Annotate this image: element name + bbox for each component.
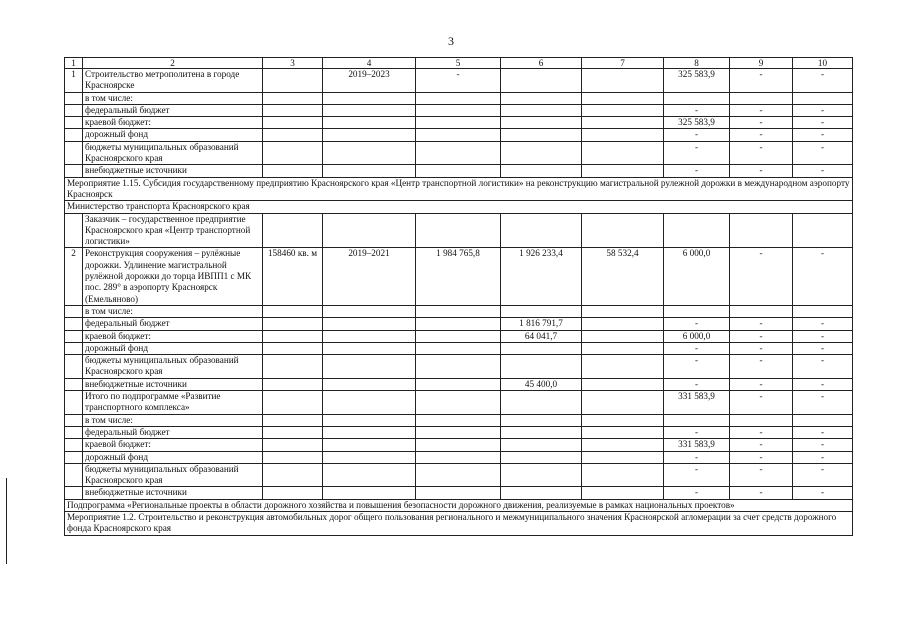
table-cell <box>263 141 323 165</box>
table-cell: 1 <box>65 69 83 93</box>
table-cell <box>416 451 501 463</box>
margin-line <box>6 478 7 564</box>
budget-table <box>64 57 853 536</box>
table-cell: - <box>793 165 853 177</box>
table-cell: - <box>664 165 730 177</box>
table-cell <box>263 104 323 116</box>
table-cell <box>582 451 664 463</box>
table-cell: - <box>730 141 793 165</box>
table-cell <box>793 305 853 317</box>
column-number: 9 <box>730 58 793 69</box>
table-cell <box>416 487 501 499</box>
row-label: Заказчик – государственное предприятие Красноярского края «Центр транспортной логистики» <box>83 213 263 248</box>
table-cell: - <box>793 439 853 451</box>
table-cell <box>65 213 83 248</box>
row-label: Строительство метрополитена в городе Красноярске <box>83 69 263 93</box>
table-cell: 2 <box>65 248 83 305</box>
table-cell: - <box>730 129 793 141</box>
table-cell <box>582 378 664 390</box>
table-row <box>65 463 853 487</box>
table-cell <box>501 129 582 141</box>
table-cell <box>582 439 664 451</box>
table-cell <box>501 141 582 165</box>
table-row <box>65 487 853 499</box>
table-cell <box>582 129 664 141</box>
section-heading: Мероприятие 1.2. Строительство и реконструкция автомобильных дорог общего пользования регионального и межмуниципального значения Красноярской агломерации за счет средств дорожного фонда Красноярского края <box>65 511 853 535</box>
row-label: федеральный бюджет <box>83 426 263 438</box>
table-row <box>65 414 853 426</box>
table-cell: - <box>793 104 853 116</box>
table-cell <box>416 318 501 330</box>
table-row <box>65 439 853 451</box>
table-cell <box>65 426 83 438</box>
table-cell <box>416 92 501 104</box>
table-cell: - <box>793 330 853 342</box>
table-cell: - <box>793 391 853 415</box>
table-cell: - <box>664 378 730 390</box>
table-cell <box>416 426 501 438</box>
table-cell <box>501 92 582 104</box>
table-cell <box>65 318 83 330</box>
table-row <box>65 117 853 129</box>
table-cell <box>263 463 323 487</box>
table-cell: 45 400,0 <box>501 378 582 390</box>
table-cell <box>263 117 323 129</box>
table-cell: - <box>793 463 853 487</box>
row-label: краевой бюджет: <box>83 117 263 129</box>
table-cell <box>501 117 582 129</box>
table-cell <box>501 342 582 354</box>
table-cell <box>582 426 664 438</box>
table-cell <box>263 487 323 499</box>
table-cell: - <box>730 248 793 305</box>
table-cell <box>582 487 664 499</box>
row-label: краевой бюджет: <box>83 439 263 451</box>
row-label: в том числе: <box>83 92 263 104</box>
table-row <box>65 342 853 354</box>
table-row <box>65 330 853 342</box>
table-cell <box>501 391 582 415</box>
table-cell <box>65 463 83 487</box>
row-label: бюджеты муниципальных образований Красноярского края <box>83 141 263 165</box>
table-cell <box>416 117 501 129</box>
table-cell <box>323 129 416 141</box>
table-cell <box>323 391 416 415</box>
section-heading-row <box>65 177 853 201</box>
table-cell <box>501 213 582 248</box>
column-number: 6 <box>501 58 582 69</box>
table-cell <box>263 342 323 354</box>
row-label: внебюджетные источники <box>83 378 263 390</box>
table-cell: 1 926 233,4 <box>501 248 582 305</box>
table-cell <box>65 305 83 317</box>
table-cell <box>65 129 83 141</box>
table-cell <box>65 342 83 354</box>
table-cell: - <box>730 439 793 451</box>
table-cell <box>263 318 323 330</box>
table-cell: - <box>664 463 730 487</box>
table-cell <box>323 487 416 499</box>
table-row <box>65 165 853 177</box>
table-cell <box>501 463 582 487</box>
table-cell <box>664 305 730 317</box>
column-number: 4 <box>323 58 416 69</box>
row-label: Реконструкция сооружения – рулёжные дорожки. Удлинение магистральной рулёжной дорожки до торца ИВПП1 с МК пос. 289° в аэропорту Красноярск (Емельяново) <box>83 248 263 305</box>
table-cell <box>416 439 501 451</box>
table-cell <box>323 165 416 177</box>
table-cell <box>65 330 83 342</box>
table-row <box>65 318 853 330</box>
table-cell <box>65 141 83 165</box>
table-cell <box>416 129 501 141</box>
table-cell <box>501 487 582 499</box>
section-heading-row <box>65 511 853 535</box>
row-label: дорожный фонд <box>83 129 263 141</box>
table-cell <box>582 342 664 354</box>
table-cell <box>323 141 416 165</box>
table-cell: - <box>730 104 793 116</box>
table-cell <box>501 165 582 177</box>
table-cell <box>582 165 664 177</box>
table-cell <box>263 213 323 248</box>
table-cell: - <box>416 69 501 93</box>
table-cell: - <box>793 129 853 141</box>
table-cell: 6 000,0 <box>664 330 730 342</box>
table-cell: - <box>730 330 793 342</box>
section-heading: Подпрограмма «Региональные проекты в области дорожного хозяйства и повышения безопасности дорожного движения, реализуемые в рамках национальных проектов» <box>65 499 853 511</box>
table-cell <box>730 414 793 426</box>
column-number-row <box>65 58 853 69</box>
table-cell <box>416 355 501 379</box>
row-label: внебюджетные источники <box>83 487 263 499</box>
table-cell <box>263 330 323 342</box>
table-cell <box>323 117 416 129</box>
table-cell: - <box>730 487 793 499</box>
table-cell: - <box>730 117 793 129</box>
table-cell <box>416 213 501 248</box>
table-cell: 325 583,9 <box>664 117 730 129</box>
table-cell <box>263 414 323 426</box>
table-cell <box>582 355 664 379</box>
table-cell: - <box>730 318 793 330</box>
table-cell <box>323 426 416 438</box>
table-cell <box>65 165 83 177</box>
table-cell <box>664 92 730 104</box>
row-label: федеральный бюджет <box>83 318 263 330</box>
table-cell <box>263 391 323 415</box>
table-cell <box>263 129 323 141</box>
table-cell <box>65 117 83 129</box>
table-cell <box>65 451 83 463</box>
table-row <box>65 248 853 305</box>
page-number: 3 <box>448 34 454 48</box>
table-cell <box>323 213 416 248</box>
row-label: бюджеты муниципальных образований Красноярского края <box>83 355 263 379</box>
table-cell <box>263 439 323 451</box>
row-label: в том числе: <box>83 414 263 426</box>
table-cell <box>263 426 323 438</box>
table-cell <box>582 92 664 104</box>
section-heading: Министерство транспорта Красноярского края <box>65 201 853 213</box>
table-cell: - <box>664 355 730 379</box>
column-number: 1 <box>65 58 83 69</box>
table-cell: - <box>793 451 853 463</box>
table-row <box>65 141 853 165</box>
table-cell <box>323 92 416 104</box>
table-row <box>65 391 853 415</box>
table-cell <box>501 451 582 463</box>
table-cell <box>501 439 582 451</box>
column-number: 8 <box>664 58 730 69</box>
table-cell <box>323 439 416 451</box>
table-cell <box>263 355 323 379</box>
table-cell: - <box>664 342 730 354</box>
table-cell <box>65 378 83 390</box>
column-number: 3 <box>263 58 323 69</box>
table-cell <box>582 104 664 116</box>
table-cell: 6 000,0 <box>664 248 730 305</box>
table-cell <box>501 426 582 438</box>
table-cell <box>65 439 83 451</box>
table-cell <box>582 69 664 93</box>
table-cell: 331 583,9 <box>664 439 730 451</box>
table-cell: - <box>664 141 730 165</box>
column-number: 2 <box>83 58 263 69</box>
section-heading-row <box>65 201 853 213</box>
table-cell <box>263 92 323 104</box>
table-row <box>65 451 853 463</box>
table-cell <box>793 92 853 104</box>
table-cell: 331 583,9 <box>664 391 730 415</box>
table-cell <box>582 391 664 415</box>
table-cell <box>582 330 664 342</box>
table-cell <box>263 451 323 463</box>
row-label: бюджеты муниципальных образований Красноярского края <box>83 463 263 487</box>
table-cell <box>65 391 83 415</box>
table-cell <box>582 318 664 330</box>
table-row <box>65 213 853 248</box>
column-number: 10 <box>793 58 853 69</box>
table-cell <box>416 414 501 426</box>
table-cell <box>582 414 664 426</box>
table-row <box>65 378 853 390</box>
table-cell <box>730 92 793 104</box>
column-number: 5 <box>416 58 501 69</box>
table-cell <box>501 414 582 426</box>
table-cell: 58 532,4 <box>582 248 664 305</box>
table-cell <box>416 463 501 487</box>
table-cell <box>730 213 793 248</box>
table-cell <box>323 463 416 487</box>
table-cell <box>793 414 853 426</box>
table-cell <box>263 378 323 390</box>
section-heading: Мероприятие 1.15. Субсидия государственному предприятию Красноярского края «Центр транспортной логистики» на реконструкцию магистральной рулежной дорожки в международном аэропорту Красноярск <box>65 177 853 201</box>
table-cell: - <box>730 69 793 93</box>
table-row <box>65 305 853 317</box>
table-cell <box>501 305 582 317</box>
table-cell: 1 816 791,7 <box>501 318 582 330</box>
table-cell <box>65 487 83 499</box>
table-row <box>65 355 853 379</box>
table-cell <box>65 92 83 104</box>
table-cell <box>263 165 323 177</box>
row-label: Итого по подпрограмме «Развитие транспортного комплекса» <box>83 391 263 415</box>
table-row <box>65 129 853 141</box>
table-cell <box>416 165 501 177</box>
table-cell: - <box>730 165 793 177</box>
row-label: в том числе: <box>83 305 263 317</box>
table-cell <box>664 414 730 426</box>
table-cell <box>730 305 793 317</box>
table-cell <box>263 305 323 317</box>
table-cell <box>501 104 582 116</box>
table-cell: - <box>730 451 793 463</box>
table-cell: - <box>793 342 853 354</box>
table-cell: 158460 кв. м <box>263 248 323 305</box>
row-label: краевой бюджет: <box>83 330 263 342</box>
table-cell: - <box>730 463 793 487</box>
table-cell <box>416 378 501 390</box>
table-cell <box>582 213 664 248</box>
table-cell <box>323 451 416 463</box>
table-cell <box>323 355 416 379</box>
table-cell <box>416 342 501 354</box>
table-cell <box>416 305 501 317</box>
table-cell <box>65 355 83 379</box>
table-cell <box>793 213 853 248</box>
table-cell <box>323 305 416 317</box>
table-cell <box>65 104 83 116</box>
table-cell <box>582 117 664 129</box>
table-cell: 2019–2023 <box>323 69 416 93</box>
row-label: дорожный фонд <box>83 451 263 463</box>
table-cell: - <box>730 355 793 379</box>
table-cell: 325 583,9 <box>664 69 730 93</box>
column-number: 7 <box>582 58 664 69</box>
table-row <box>65 92 853 104</box>
table-cell: - <box>793 318 853 330</box>
table-cell: 1 984 765,8 <box>416 248 501 305</box>
table-cell <box>323 104 416 116</box>
table-cell: - <box>664 426 730 438</box>
table-cell <box>501 69 582 93</box>
table-cell: - <box>664 129 730 141</box>
section-heading-row <box>65 499 853 511</box>
row-label: дорожный фонд <box>83 342 263 354</box>
table-cell: - <box>730 378 793 390</box>
table-cell: - <box>793 69 853 93</box>
table-cell <box>501 355 582 379</box>
table-cell: - <box>793 141 853 165</box>
row-label: внебюджетные источники <box>83 165 263 177</box>
table-cell: - <box>664 451 730 463</box>
table-cell: - <box>793 378 853 390</box>
table-row <box>65 104 853 116</box>
table-cell <box>416 104 501 116</box>
table-cell <box>65 414 83 426</box>
table-cell <box>582 463 664 487</box>
table-cell: - <box>793 248 853 305</box>
table-cell: - <box>793 426 853 438</box>
table-cell: - <box>793 117 853 129</box>
table-cell <box>323 330 416 342</box>
table-cell: 2019–2021 <box>323 248 416 305</box>
table-cell <box>263 69 323 93</box>
table-row <box>65 426 853 438</box>
table-cell <box>323 414 416 426</box>
table-cell <box>582 141 664 165</box>
table-cell: - <box>730 342 793 354</box>
table-cell <box>664 213 730 248</box>
table-cell: - <box>730 391 793 415</box>
row-label: федеральный бюджет <box>83 104 263 116</box>
table-cell <box>323 378 416 390</box>
table-cell <box>582 305 664 317</box>
table-cell: - <box>730 426 793 438</box>
table-row <box>65 69 853 93</box>
table-cell: - <box>664 487 730 499</box>
table-cell <box>416 141 501 165</box>
table-cell: - <box>664 318 730 330</box>
table-cell <box>416 330 501 342</box>
table-cell <box>416 391 501 415</box>
table-cell: - <box>664 104 730 116</box>
table-cell <box>323 342 416 354</box>
table-cell: - <box>793 487 853 499</box>
table-cell: 64 041,7 <box>501 330 582 342</box>
table-cell <box>323 318 416 330</box>
table-cell: - <box>793 355 853 379</box>
